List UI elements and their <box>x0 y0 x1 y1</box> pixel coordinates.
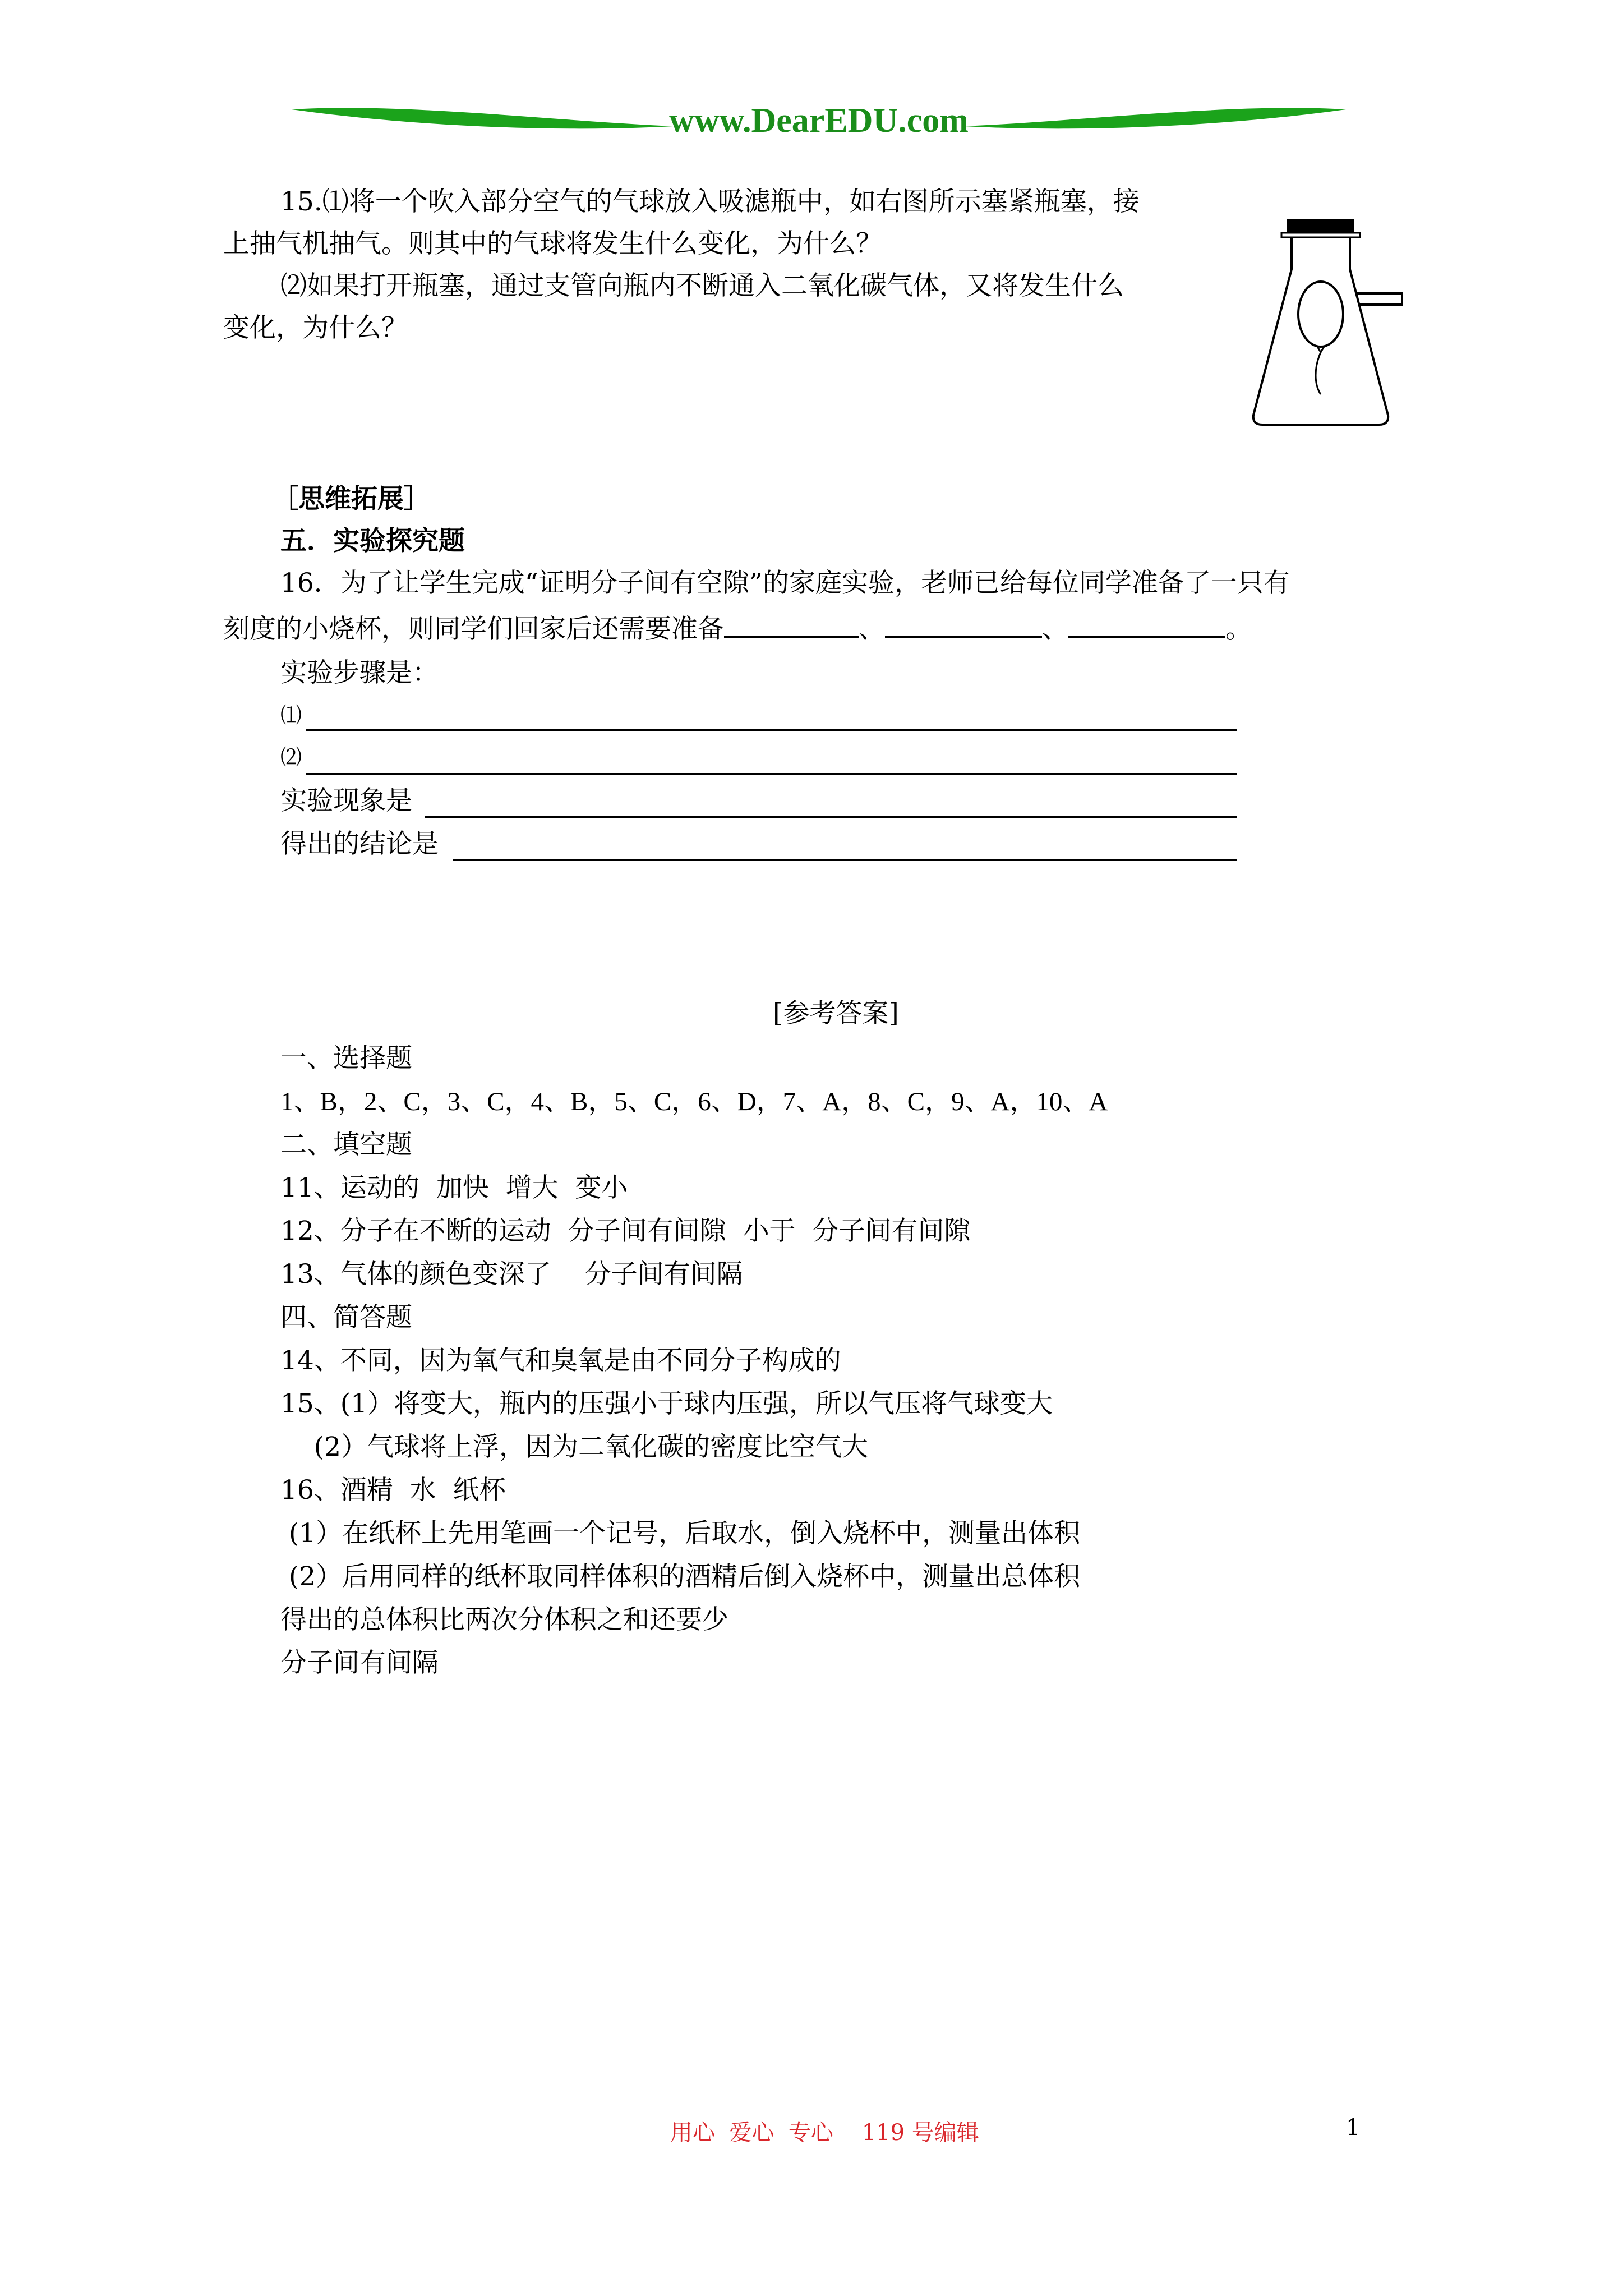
conclusion-answer-line[interactable] <box>453 859 1237 861</box>
answers-title: [参考答案] <box>773 998 899 1029</box>
phenomenon-answer-line[interactable] <box>425 816 1237 818</box>
step1-answer-line[interactable] <box>306 729 1237 731</box>
answer-line: 12、分子在不断的运动 分子间有间隙 小于 分子间有间隙 <box>280 1216 971 1246</box>
answer-line: 分子间有间隔 <box>280 1648 439 1678</box>
answer-line: 得出的总体积比两次分体积之和还要少 <box>280 1604 728 1635</box>
q16-end: 。 <box>1225 614 1252 645</box>
site-logo-text: www.DearEDU.com <box>669 102 969 140</box>
answer-blank-3[interactable] <box>1068 611 1225 638</box>
flask-body-icon <box>1253 237 1388 425</box>
page-number: 1 <box>1346 2115 1361 2141</box>
suction-flask-diagram <box>1248 216 1416 429</box>
answer-line: (2）气球将上浮，因为二氧化碳的密度比空气大 <box>280 1432 868 1462</box>
answer-blank-1[interactable] <box>724 611 859 638</box>
answer-line: 二、填空题 <box>280 1129 412 1160</box>
answer-line: (1）在纸杯上先用笔画一个记号，后取水，倒入烧杯中，测量出体积 <box>280 1518 1081 1549</box>
answer-line: 11、运动的 加快 增大 变小 <box>280 1172 628 1203</box>
site-banner <box>292 98 1346 149</box>
balloon-icon <box>1298 282 1343 347</box>
footer-text: 用心 爱心 专心 119 号编辑 <box>670 2120 979 2146</box>
q16-line1: 16．为了让学生完成“证明分子间有空隙”的家庭实验，老师已给每位同学准备了一只有 <box>280 568 1290 599</box>
q15-line3: ⑵如果打开瓶塞，通过支管向瓶内不断通入二氧化碳气体，又将发生什么 <box>280 270 1124 301</box>
answer-line: 1、B，2、C，3、C，4、B，5、C，6、D，7、A，8、C，9、A，10、A <box>280 1087 1108 1116</box>
answer-line: (2）后用同样的纸杯取同样体积的酒精后倒入烧杯中，测量出总体积 <box>280 1561 1081 1592</box>
answer-blank-2[interactable] <box>885 611 1042 638</box>
right-swoosh-icon <box>965 108 1346 128</box>
steps-label: 实验步骤是： <box>280 657 439 688</box>
q16-sep2: 、 <box>1042 614 1068 645</box>
q15-line2: 上抽气机抽气。则其中的气球将发生什么变化，为什么？ <box>223 228 882 259</box>
answer-line: 13、气体的颜色变深了 分子间有间隔 <box>280 1259 743 1290</box>
step1-label: ⑴ <box>280 703 302 728</box>
answer-line: 一、选择题 <box>280 1043 412 1074</box>
q16-line2 <box>223 611 1252 646</box>
balloon-string-icon <box>1316 352 1321 394</box>
section-heading: 五．实验探究题 <box>280 526 465 556</box>
q16-sep1: 、 <box>859 614 885 645</box>
left-swoosh-icon <box>292 108 673 128</box>
answer-line: 四、简答题 <box>280 1302 412 1333</box>
answer-line: 14、不同，因为氧气和臭氧是由不同分子构成的 <box>280 1345 841 1376</box>
q16-line2-prefix: 刻度的小烧杯，则同学们回家后还需要准备 <box>223 614 724 645</box>
q15-line4: 变化，为什么？ <box>223 312 408 343</box>
answer-line: 16、酒精 水 纸杯 <box>280 1475 506 1506</box>
q15-line1: 15.⑴将一个吹入部分空气的气球放入吸滤瓶中，如右图所示塞紧瓶塞，接 <box>280 186 1140 217</box>
phenomenon-label: 实验现象是 <box>280 785 412 816</box>
step2-answer-line[interactable] <box>306 773 1237 775</box>
side-arm-icon <box>1355 293 1402 305</box>
conclusion-label: 得出的结论是 <box>280 829 439 859</box>
answer-line: 15、(1）将变大，瓶内的压强小于球内压强，所以气压将气球变大 <box>280 1388 1053 1419</box>
step2-label: ⑵ <box>280 745 302 770</box>
section-bracket-title: ［思维拓展］ <box>272 484 430 514</box>
